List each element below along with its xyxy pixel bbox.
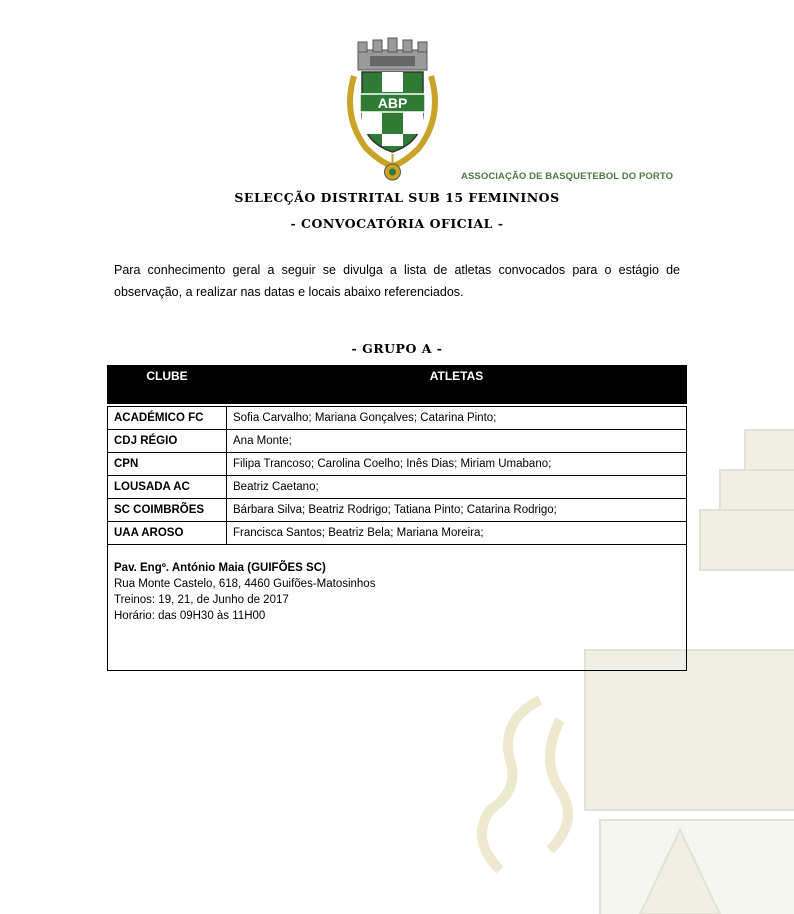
- club-cell: ACADÉMICO FC: [108, 407, 227, 430]
- page-title: SELECÇÃO DISTRITAL SUB 15 FEMININOS: [234, 190, 560, 205]
- club-cell: CDJ RÉGIO: [108, 430, 227, 453]
- athletes-cell: Bárbara Silva; Beatriz Rodrigo; Tatiana Pinto; Catarina Rodrigo;: [227, 499, 687, 522]
- table-row: [108, 407, 687, 430]
- table-row: [108, 430, 687, 453]
- venue-name: Pav. Engº. António Maia (GUIFÕES SC): [114, 562, 326, 574]
- club-cell: CPN: [108, 453, 227, 476]
- abp-crest-logo: [340, 36, 445, 186]
- venue-row: [108, 545, 687, 671]
- page-subtitle: - CONVOCATÓRIA OFICIAL -: [290, 216, 504, 231]
- athletes-cell: Beatriz Caetano;: [227, 476, 687, 499]
- intro-line-2: observação, a realizar nas datas e locais abaixo referenciados.: [114, 285, 464, 299]
- athletes-cell: Sofia Carvalho; Mariana Gonçalves; Catarina Pinto;: [227, 407, 687, 430]
- table-row: [108, 453, 687, 476]
- venue-cell: [108, 545, 687, 671]
- col-header-club: CLUBE: [108, 366, 227, 404]
- col-header-athletes: ATLETAS: [227, 366, 687, 404]
- org-name: ASSOCIAÇÃO DE BASQUETEBOL DO PORTO: [461, 171, 674, 182]
- venue-address: Rua Monte Castelo, 618, 4460 Guifões-Matosinhos: [114, 578, 376, 590]
- club-cell: SC COIMBRÕES: [108, 499, 227, 522]
- athletes-cell: Ana Monte;: [227, 430, 687, 453]
- athletes-cell: Filipa Trancoso; Carolina Coelho; Inês Dias; Miriam Umabano;: [227, 453, 687, 476]
- table-row: [108, 499, 687, 522]
- group-title: - GRUPO A -: [351, 341, 443, 356]
- club-cell: UAA AROSO: [108, 522, 227, 545]
- table-row: [108, 476, 687, 499]
- roster-table: [107, 365, 687, 671]
- table-row: [108, 522, 687, 545]
- athletes-cell: Francisca Santos; Beatriz Bela; Mariana Moreira;: [227, 522, 687, 545]
- table-header-row: [108, 366, 687, 404]
- venue-time: Horário: das 09H30 às 11H00: [114, 610, 266, 622]
- logo-text: ABP: [377, 95, 408, 111]
- club-cell: LOUSADA AC: [108, 476, 227, 499]
- intro-line-1: Para conhecimento geral a seguir se divulga a lista de atletas convocados para o estágio de: [114, 263, 680, 277]
- intro-paragraph: [114, 259, 680, 303]
- venue-dates: Treinos: 19, 21, de Junho de 2017: [114, 594, 289, 606]
